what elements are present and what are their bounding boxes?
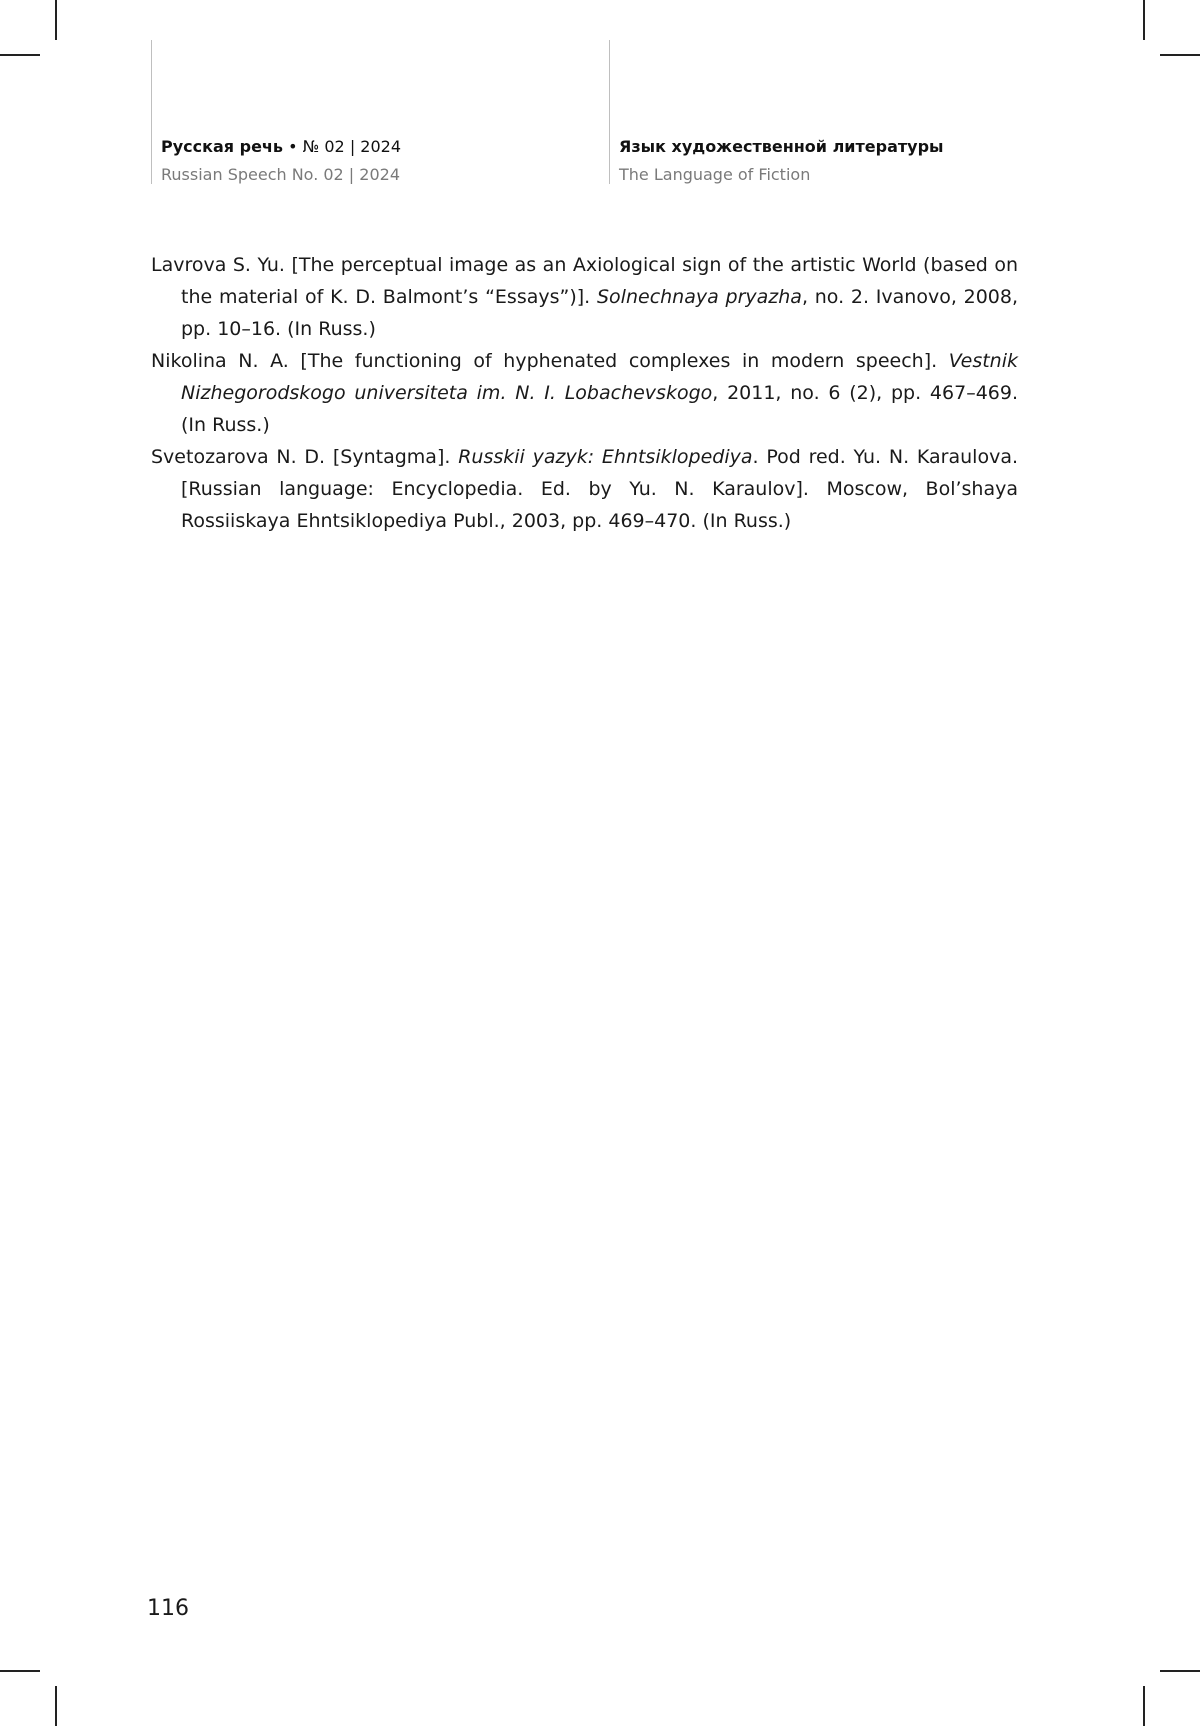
reference-source-title: Solnechnaya pryazha [597,286,802,308]
crop-mark-top-right-vertical [1143,0,1145,40]
page-number: 116 [147,1596,189,1621]
reference-entry: Svetozarova N. D. [Syntagma]. Russkii yazyk: Ehntsiklopediya. Pod red. Yu. N. Karaulova. [Russian language: Encyclopedia. Ed. by Yu. N. Karaulov]. Moscow, Bol’shaya Rossiiskaya Ehntsiklopediya Publ., 2003, pp. 469–470. (In Russ.) [151,446,1018,532]
journal-name-ru: Русская речь [161,137,284,156]
crop-mark-bottom-left-vertical [55,1686,57,1726]
reference-entry: Nikolina N. A. [The functioning of hyphenated complexes in modern speech]. Vestnik Nizhegorodskogo universiteta im. N. I. Lobachevskogo, 2011, no. 6 (2), pp. 467–469. (In Russ.) [151,350,1018,436]
reference-source-title: Russkii yazyk: Ehntsiklopediya [458,446,753,468]
crop-mark-top-right-horizontal [1160,54,1200,56]
crop-mark-top-left-vertical [55,0,57,40]
crop-mark-bottom-left-horizontal [0,1670,40,1672]
section-title-ru: Язык художественной литературы [619,137,944,156]
section-title-en: The Language of Fiction [619,165,811,184]
reference-source-title: Vestnik Nizhegorodskogo universiteta im. N. I. Lobachevskogo [181,350,1018,404]
crop-mark-bottom-right-horizontal [1160,1670,1200,1672]
running-header-journal [151,40,592,184]
reference-entry: Lavrova S. Yu. [The perceptual image as an Axiological sign of the artistic World (based on the material of K. D. Balmont’s “Essays”)]. Solnechnaya pryazha, no. 2. Ivanovo, 2008, pp. 10–16. (In Russ.) [151,254,1019,340]
crop-mark-top-left-horizontal [0,54,40,56]
reference-list [151,249,1018,537]
journal-title-en: Russian Speech No. 02 | 2024 [161,165,400,184]
journal-issue-ru: • № 02 | 2024 [283,137,402,156]
crop-mark-bottom-right-vertical [1143,1686,1145,1726]
journal-title-ru [161,137,401,157]
running-header-section [609,40,1050,184]
